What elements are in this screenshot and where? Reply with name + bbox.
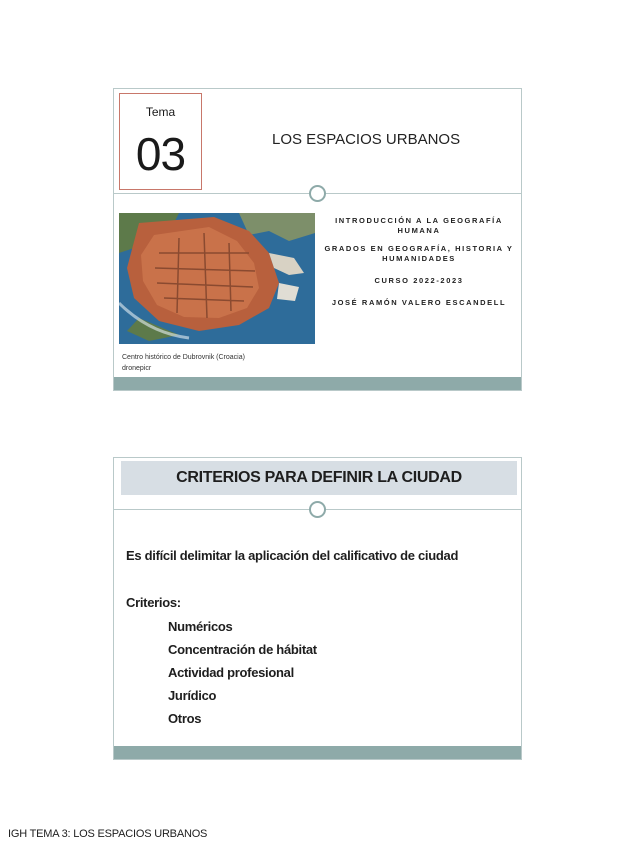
statement-text: Es difícil delimitar la aplicación del calificativo de ciudad bbox=[126, 548, 459, 563]
author-name: JOSÉ RAMÓN VALERO ESCANDELL bbox=[331, 298, 507, 307]
list-item: Concentración de hábitat bbox=[168, 642, 317, 657]
dubrovnik-photo bbox=[119, 213, 315, 344]
degree-name: GRADOS EN GEOGRAFÍA, HISTORIA Y HUMANIDADES bbox=[324, 244, 514, 263]
photo-caption bbox=[122, 352, 245, 374]
title-slide bbox=[113, 88, 522, 391]
course-info bbox=[322, 216, 516, 316]
course-name: INTRODUCCIÓN A LA GEOGRAFÍA HUMANA bbox=[335, 216, 503, 235]
slide-title-band bbox=[121, 461, 517, 495]
list-item: Otros bbox=[168, 711, 202, 726]
criteria-label: Criterios: bbox=[126, 595, 181, 610]
page-footer: IGH TEMA 3: LOS ESPACIOS URBANOS bbox=[8, 828, 208, 840]
slide-footer-bar bbox=[114, 746, 521, 759]
tema-number: 03 bbox=[135, 128, 186, 180]
list-item: Jurídico bbox=[168, 688, 217, 703]
criteria-list bbox=[168, 615, 317, 730]
list-item: Actividad profesional bbox=[168, 665, 294, 680]
slide-footer-bar bbox=[114, 377, 521, 390]
list-item: Numéricos bbox=[168, 619, 233, 634]
content-slide bbox=[113, 457, 522, 760]
course-year: CURSO 2022-2023 bbox=[374, 276, 464, 285]
divider-circle bbox=[309, 501, 326, 518]
divider-circle bbox=[309, 185, 326, 202]
slide-title: LOS ESPACIOS URBANOS bbox=[272, 131, 461, 148]
caption-line: Centro histórico de Dubrovnik (Croacia) bbox=[122, 354, 245, 361]
tema-label: Tema bbox=[145, 105, 176, 119]
tema-box bbox=[119, 93, 202, 190]
caption-line: dronepicr bbox=[122, 365, 152, 372]
slide-title: CRITERIOS PARA DEFINIR LA CIUDAD bbox=[176, 469, 462, 486]
